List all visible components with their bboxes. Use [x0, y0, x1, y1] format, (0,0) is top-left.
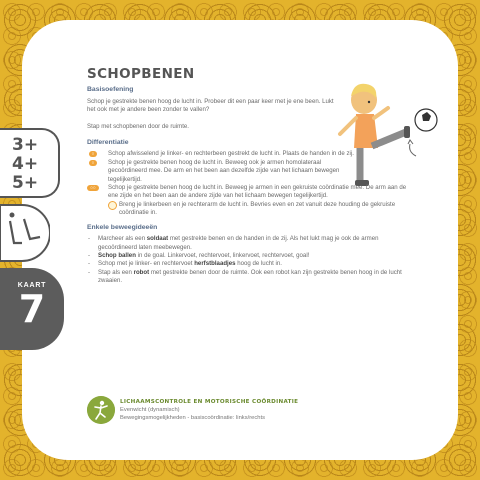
level-3-icon: ○○ [87, 185, 99, 191]
item-keyword: Schop ballen [98, 251, 136, 259]
card-number: 7 [18, 287, 46, 331]
ideeen-heading: Enkele beweegideeën [87, 223, 158, 231]
item-text: Schop met je linker- en rechtervoet [98, 260, 195, 268]
exercise-content [87, 66, 417, 286]
ideeen-list [87, 235, 417, 285]
item-keyword: herfstblaadjes [194, 260, 236, 268]
basis-text-2: Stap met schopbenen door de ruimte. [87, 122, 189, 130]
card-number-tab [0, 268, 64, 350]
item-keyword: soldaat [146, 235, 169, 243]
page-title: SCHOPBENEN [87, 66, 195, 82]
basis-heading: Basisoefening [87, 86, 134, 94]
item-keyword: robot [133, 268, 150, 276]
tip [87, 201, 417, 218]
footer-text [120, 399, 298, 422]
differentiatie-item [87, 150, 417, 158]
item-text: met gestrekte benen door de ruimte. Ook een robot kan zijn gestrekte benen hoog in de lucht zwaaien. [98, 268, 402, 285]
age-badge [0, 128, 60, 198]
list-item [87, 235, 417, 252]
feet-pictogram-icon [0, 203, 50, 263]
item-text: Stap als een [98, 268, 134, 276]
tip-text: Breng je linkerbeen en je rechterarm de lucht in. Bevries even en zet vanuit deze houding de gekruiste coördinatie in. [119, 200, 396, 217]
footer-line-1: Evenwicht (dynamisch) [120, 406, 180, 413]
differentiatie-item [87, 184, 417, 201]
item-text: hoog de lucht in. [235, 260, 282, 268]
basis-text-1: Schop je gestrekte benen hoog de lucht in. Probeer dit een paar keer met je ene been. Lukt het ook met je andere been zonder te vallen? [87, 97, 334, 114]
item-text: met gestrekte benen en de handen in de zij. Als het lukt mag je ook de armen gecoördineerd laten meebewegen. [98, 235, 379, 251]
list-item [87, 252, 417, 260]
item-text: Marcheer als een [98, 235, 147, 243]
age-4: 4+ [12, 154, 39, 174]
lightbulb-icon [108, 201, 117, 210]
item-text: in de goal. Linkervoet, rechtervoet, linkervoet, rechtervoet, goal! [135, 251, 310, 259]
footer-line-2: Bewegingsmogelijkheden - basiscoördinatie: links/rechts [120, 414, 265, 421]
level-1-icon: ○ [89, 151, 97, 157]
differentiatie-text: Schop afwisselend je linker- en rechterbeen gestrekt de lucht in. Plaats de handen in de zij. [108, 150, 354, 158]
age-3: 3+ [12, 135, 39, 155]
differentiatie-text: Schop je gestrekte benen hoog de lucht in. Beweeg ook je armen homolateraal gecoördineerd mee. De arm en het been aan dezelfde zijde van het lichaam bewegen tegelijkertijd. [108, 158, 340, 183]
footer-title: LICHAAMSCONTROLE EN MOTORISCHE COÖRDINATIE [120, 399, 299, 405]
card-label: KAART [17, 282, 47, 289]
list-item [87, 260, 417, 268]
stick-figure-icon [87, 396, 115, 424]
differentiatie-heading: Differentiatie [87, 139, 129, 147]
level-2-icon: ○ [89, 160, 97, 166]
age-5: 5+ [12, 173, 39, 193]
differentiatie-item [87, 159, 417, 184]
list-item [87, 269, 417, 286]
differentiatie-text: Schop je gestrekte benen hoog de lucht in. Beweeg je armen in een gekruiste coördinatie mee. De arm aan de ene zijde en het been aan de andere zijde van het lichaam bewegen tegelijkertijd. [108, 184, 407, 200]
